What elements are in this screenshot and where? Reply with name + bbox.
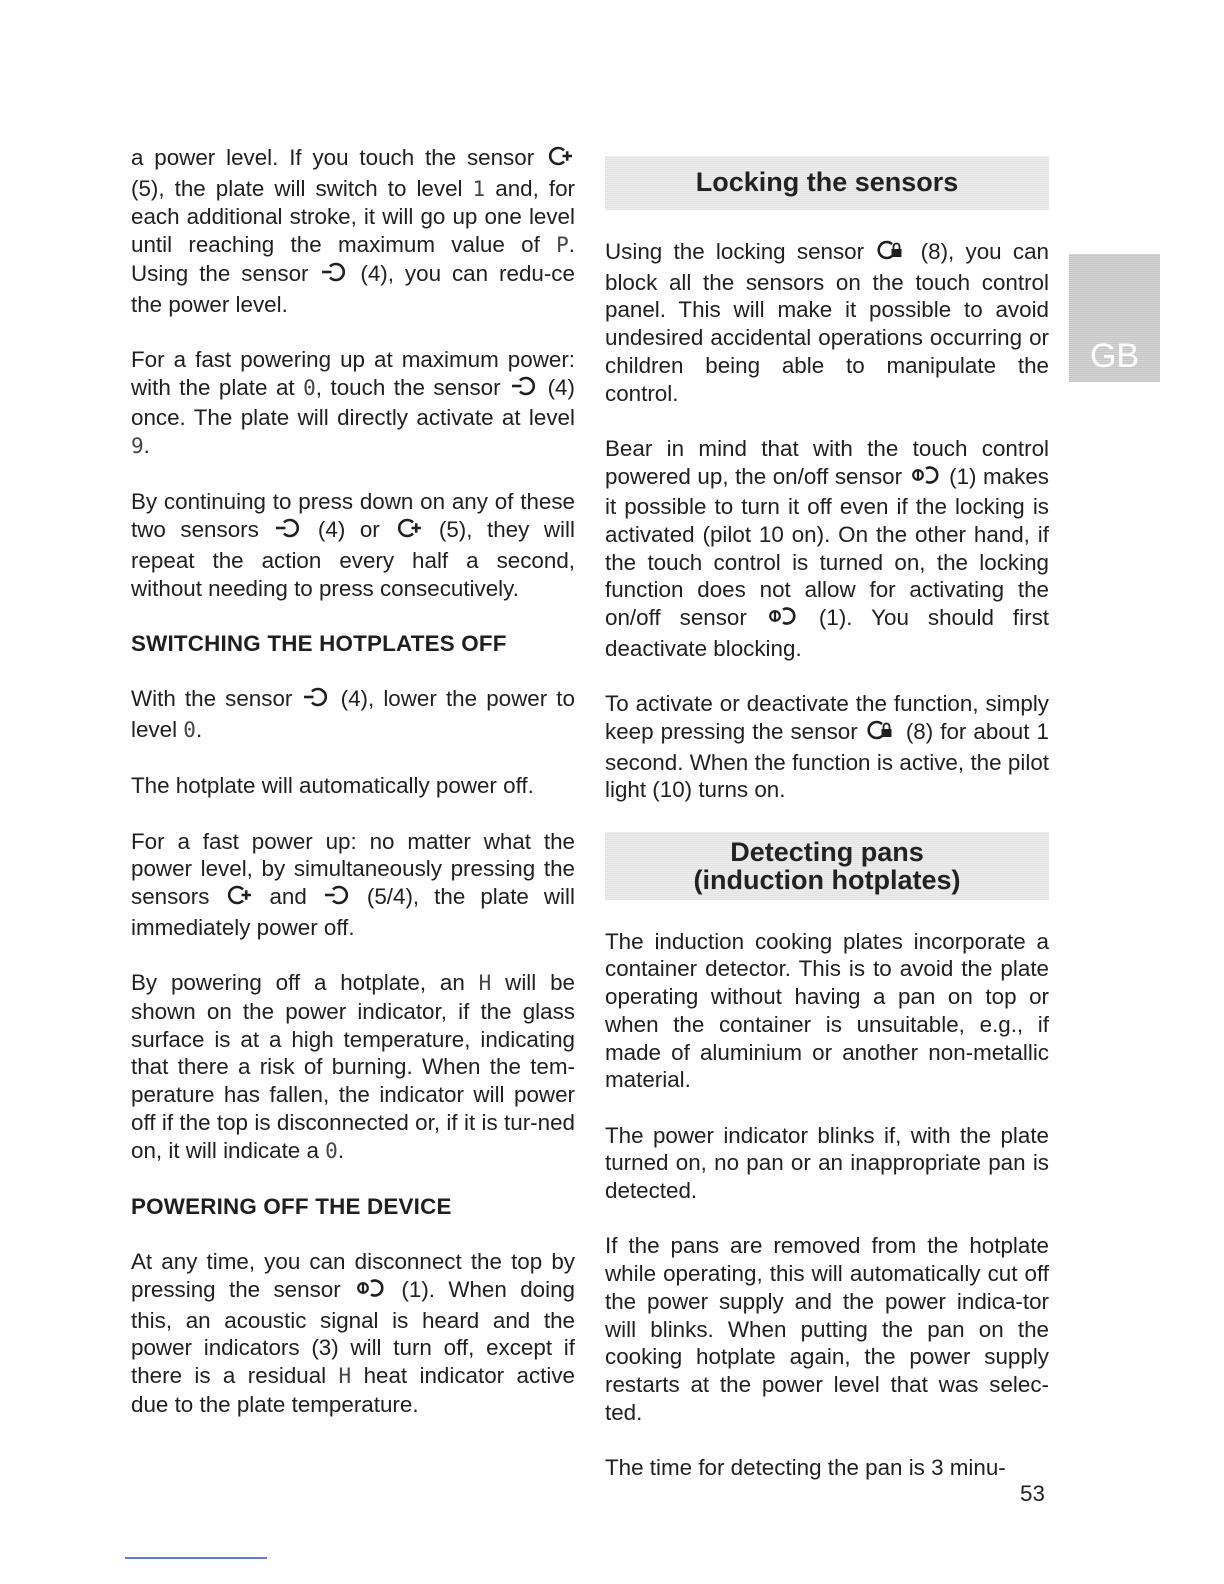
sensor-lock-icon [865, 718, 899, 749]
sensor-onoff-icon [354, 1276, 388, 1307]
paragraph-pan-removed: If the pans are removed from the hotplate while operating, this will automatically cut off the power supply and the power indica-tor will blinks. When putting the pan on the cooking hotplate again, the power supply restarts at the power level that was selec-ted. [605, 1233, 1049, 1425]
section-banner-locking-sensors: Locking the sensors [605, 156, 1049, 210]
left-column [131, 144, 575, 1446]
sensor-minus-icon [319, 260, 349, 291]
heading-switching-hotplates-off: SWITCHING THE HOTPLATES OFF [131, 630, 507, 656]
banner-title-line-2: (induction hotplates) [693, 864, 961, 895]
paragraph-locking-sensor: Using the locking sensor (8), you can block all the sensors on the touch control panel. This will make it possible to avoid undesired accidental operations occurring or children being able to manipulate the control. [605, 239, 1049, 406]
sensor-plus-icon [224, 883, 254, 914]
sensor-plus-icon [394, 516, 424, 547]
sensor-onoff-icon [909, 463, 943, 494]
paragraph-fast-power-up: For a fast powering up at maximum power: with the plate at 0, touch the sensor (4) once. The plate will directly activate at level 9. [131, 346, 575, 459]
heading-powering-off-device: POWERING OFF THE DEVICE [131, 1193, 452, 1219]
banner-title-line-1: Detecting pans [730, 836, 924, 867]
sensor-plus-icon [545, 144, 575, 175]
paragraph-continuous-press: By continuing to press down on any of these two sensors (4) or (5), they will repeat the action every half a second, without needing to press consecutively. [131, 489, 575, 601]
paragraph-fast-power-off: For a fast power up: no matter what the power level, by simultaneously pressing the sensors and (5/4), the plate will immediately power off. [131, 828, 575, 940]
paragraph-disconnect-top: At any time, you can disconnect the top by pressing the sensor (1). When doing this, an acoustic signal is heard and the power indicators (3) will turn off, except if there is a residual H heat indicator active due to the plate temperature. [131, 1249, 575, 1417]
paragraph-activate-locking: To activate or deactivate the function, simply keep pressing the sensor (8) for about 1 second. When the function is active, the pilot light (10) turns on. [605, 691, 1049, 803]
sensor-lock-icon [875, 238, 909, 269]
paragraph-detection-time: The time for detecting the pan is 3 minu- [605, 1455, 1006, 1481]
paragraph-container-detector: The induction cooking plates incorporate a container detector. This is to avoid the plate operating without having a pan on top or when the container is unsuitable, e.g., if made of aluminium or another non-metallic material. [605, 928, 1049, 1093]
paragraph-residual-heat: By powering off a hotplate, an H will be shown on the power indicator, if the glass surface is at a high temperature, indicating that there a risk of burning. When the tem-perature has fallen, the indicator will power off if the top is disconnected or, if it is tur-ned on, it will indicate a 0. [131, 970, 575, 1163]
sensor-minus-icon [509, 374, 539, 405]
paragraph-indicator-blinks: The power indicator blinks if, with the plate turned on, no pan or an inappropriate pan is detected. [605, 1122, 1049, 1204]
paragraph-auto-power-off: The hotplate will automatically power off. [131, 773, 534, 799]
language-tab: GB [1069, 254, 1160, 382]
footer-rule [125, 1557, 267, 1559]
paragraph-onoff-while-locked: Bear in mind that with the touch control powered up, the on/off sensor (1) makes it possible to turn it off even if the locking is activated (pilot 10 on). On the other hand, if the touch control is turned on, the locking function does not allow for activating the on/off sensor (1). You should first deactivate blocking. [605, 435, 1049, 661]
sensor-minus-icon [322, 883, 352, 914]
sensor-minus-icon [273, 516, 303, 547]
paragraph-lower-power: With the sensor (4), lower the power to level 0. [131, 686, 575, 742]
right-column [605, 156, 1049, 1509]
sensor-onoff-icon [766, 604, 800, 635]
paragraph-raise-power: a power level. If you touch the sensor (5), the plate will switch to level 1 and, for each additional stroke, it will go up one level until reaching the maximum value of P. Using the sensor (4), you can redu-ce the power level. [131, 145, 575, 317]
section-banner-detecting-pans [605, 832, 1049, 900]
page-number: 53 [1020, 1481, 1045, 1506]
sensor-minus-icon [301, 685, 331, 716]
